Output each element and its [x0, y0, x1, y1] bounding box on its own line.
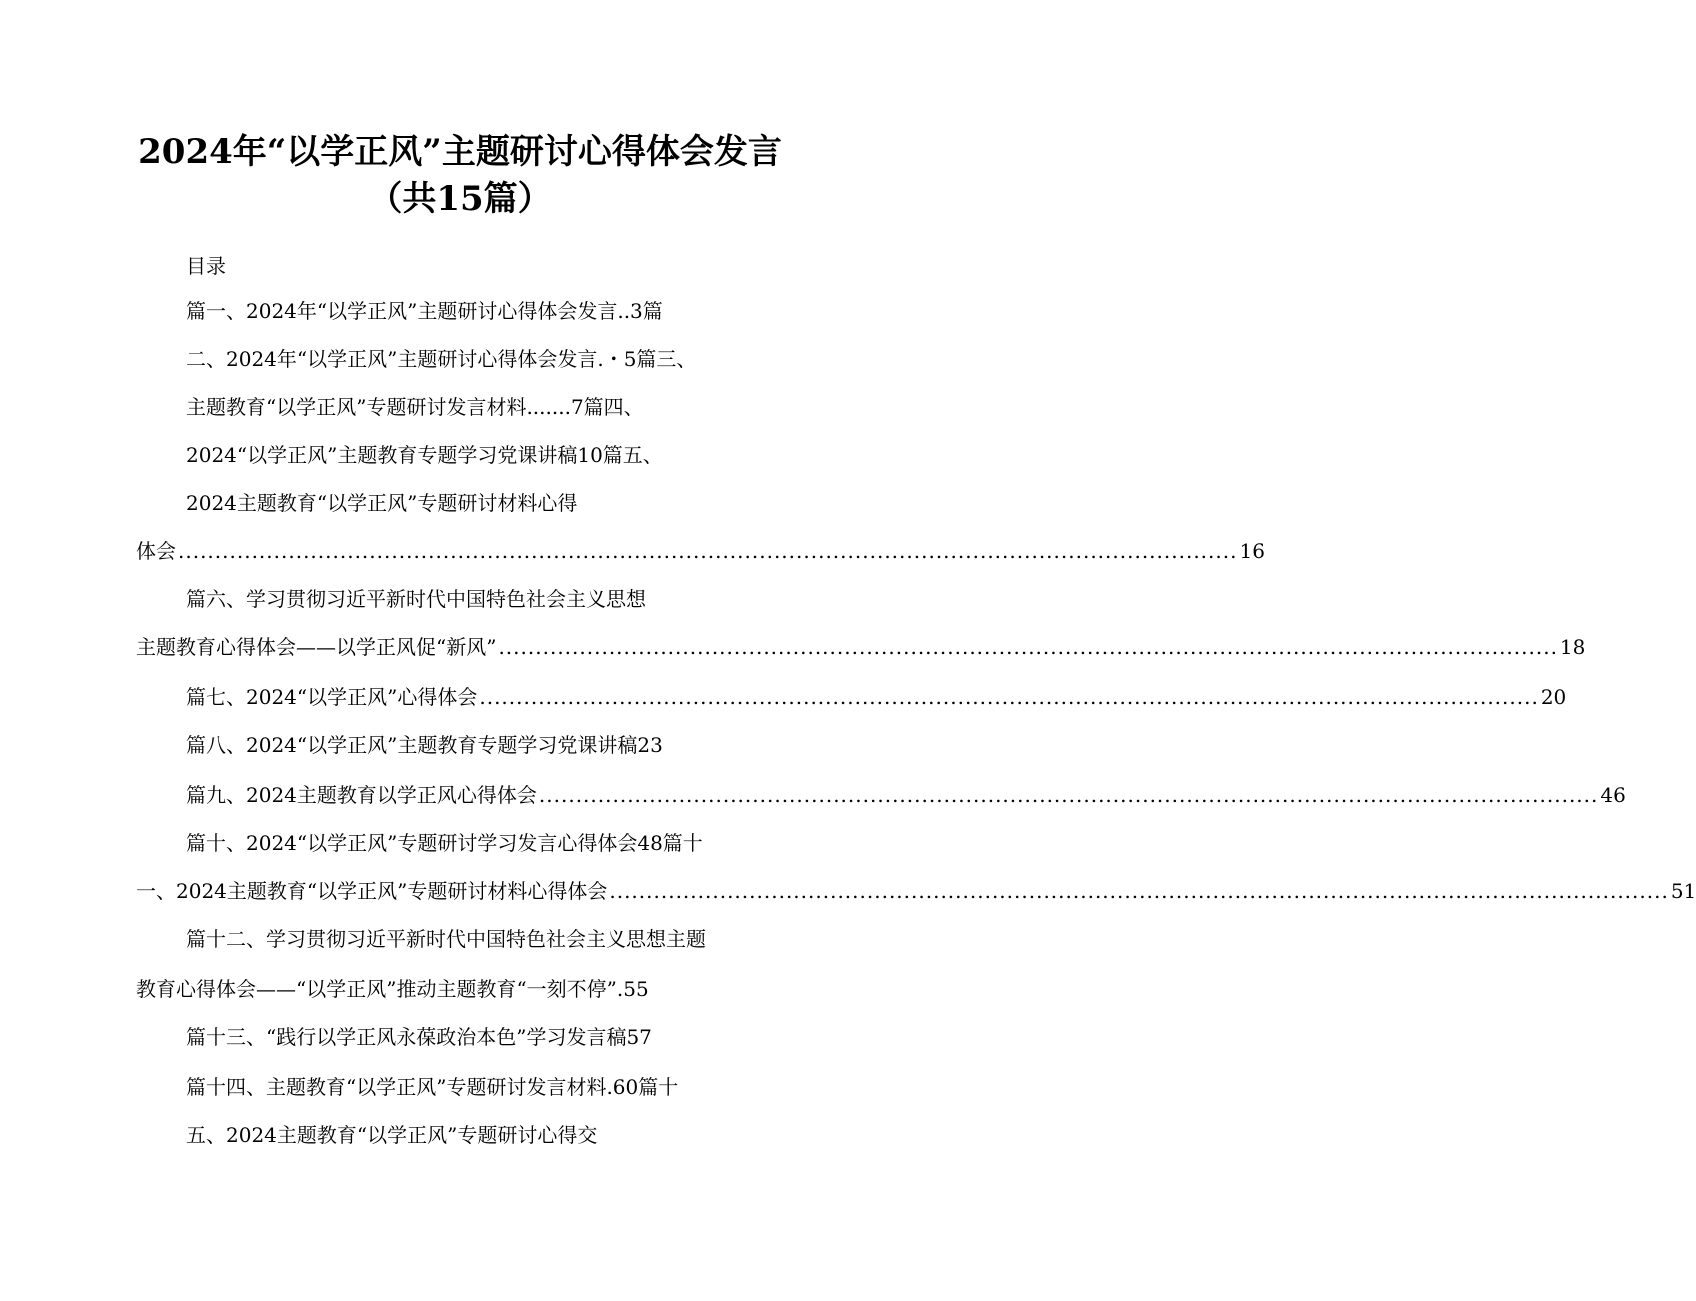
toc-line: 篇六、学习贯彻习近平新时代中国特色社会主义思想 — [186, 587, 646, 611]
toc-line: 篇十三、“践行以学正风永葆政治本色”学习发言稿57 — [186, 1025, 652, 1049]
toc-line: 2024“以学正风”主题教育专题学习党课讲稿10篇五、 — [186, 443, 663, 467]
toc-line: 教育心得体会——“以学正风”推动主题教育“一刻不停”.55 — [136, 977, 649, 1001]
toc-entry-leader — [186, 780, 1626, 810]
toc-entry-leader — [186, 682, 1567, 712]
toc-line: 篇一、2024年“以学正风”主题研讨心得体会发言..3篇 — [186, 299, 663, 323]
document-title: 2024年“以学正风”主题研讨心得体会发言 — [138, 132, 782, 172]
toc-line: 篇十四、主题教育“以学正风”专题研讨发言材料.60篇十 — [186, 1075, 679, 1099]
dot-leader: ................................................................................................................................................ — [609, 879, 1669, 903]
toc-entry-text: 体会 — [136, 539, 176, 563]
toc-line: 五、2024主题教育“以学正风”专题研讨心得交 — [186, 1123, 598, 1147]
toc-heading: 目录 — [186, 254, 226, 278]
toc-page-number: 51 — [1670, 879, 1696, 903]
toc-page-number: 18 — [1559, 635, 1586, 659]
toc-entry-leader — [136, 536, 1265, 566]
dot-leader: ................................................................................................................................................ — [498, 635, 1558, 659]
toc-entry-text: 篇九、2024主题教育以学正风心得体会 — [186, 783, 537, 807]
toc-entry-text: 一、2024主题教育“以学正风”专题研讨材料心得体会 — [136, 879, 608, 903]
toc-page-number: 20 — [1540, 685, 1567, 709]
toc-line: 主题教育“以学正风”专题研讨发言材料.......7篇四、 — [186, 395, 644, 419]
toc-entry-leader — [136, 876, 1696, 906]
document-subtitle: （共15篇） — [368, 179, 552, 219]
toc-entry-text: 主题教育心得体会——以学正风促“新风” — [136, 635, 497, 659]
toc-line: 篇八、2024“以学正风”主题教育专题学习党课讲稿23 — [186, 733, 663, 757]
toc-line: 篇十、2024“以学正风”专题研讨学习发言心得体会48篇十 — [186, 831, 703, 855]
toc-line: 2024主题教育“以学正风”专题研讨材料心得 — [186, 491, 578, 515]
toc-line: 篇十二、学习贯彻习近平新时代中国特色社会主义思想主题 — [186, 927, 706, 951]
toc-entry-leader — [136, 632, 1586, 662]
toc-page-number: 46 — [1600, 783, 1626, 807]
dot-leader: ................................................................................................................................................ — [479, 685, 1539, 709]
dot-leader: ................................................................................................................................................ — [178, 539, 1238, 563]
toc-page-number: 16 — [1239, 539, 1265, 563]
dot-leader: ................................................................................................................................................ — [538, 783, 1599, 807]
toc-line: 二、2024年“以学正风”主题研讨心得体会发言.・5篇三、 — [186, 347, 697, 371]
toc-entry-text: 篇七、2024“以学正风”心得体会 — [186, 685, 478, 709]
